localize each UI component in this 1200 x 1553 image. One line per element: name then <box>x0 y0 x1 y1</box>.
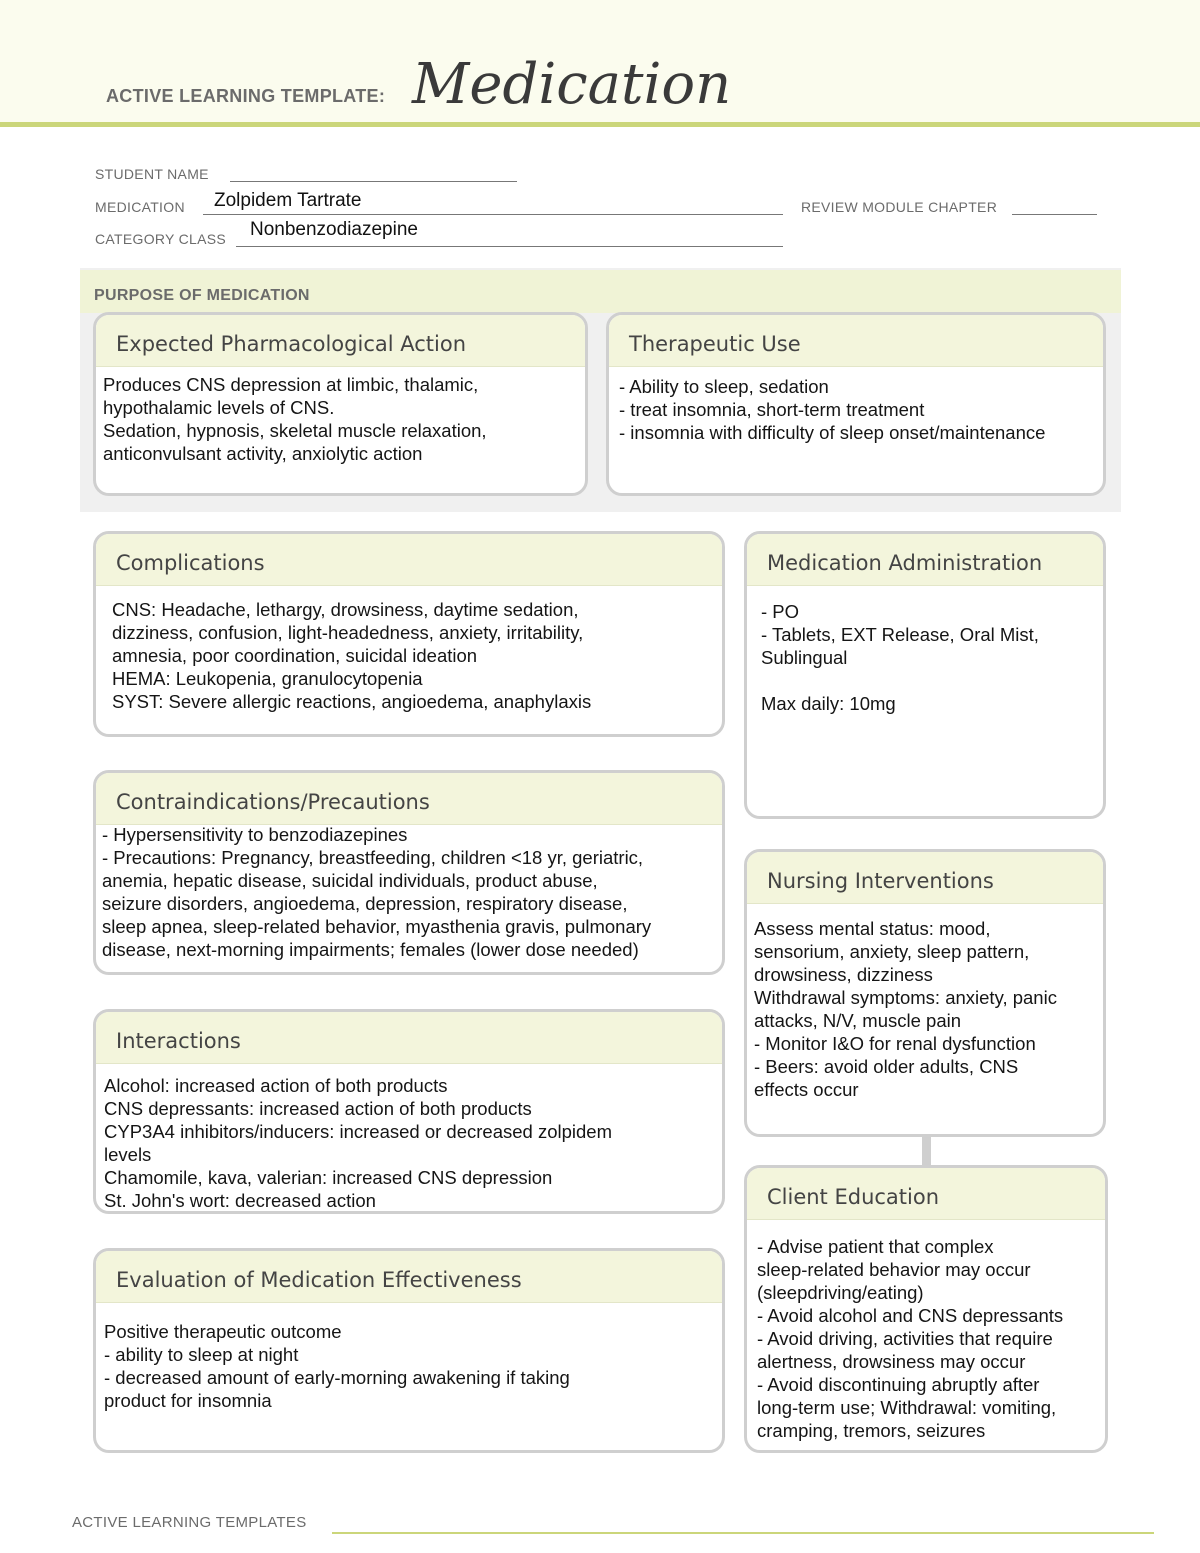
therapeutic-use-body[interactable]: - Ability to sleep, sedation - treat insomnia, short-term treatment - insomnia with difficulty of sleep onset/maintenance <box>619 376 1046 443</box>
review-module-label: REVIEW MODULE CHAPTER <box>801 199 998 215</box>
purpose-title-bar <box>80 270 1121 313</box>
client-education-card <box>744 1165 1108 1453</box>
medication-label: MEDICATION <box>95 199 185 215</box>
contraindications-body[interactable]: - Hypersensitivity to benzodiazepines - Precautions: Pregnancy, breastfeeding, children <18 yr, geriatric, anemia, hepatic disease, suicidal individuals, product abuse, seizure disorders, angioedema, depression, respiratory disease, sleep apnea, sleep-related behavior, myasthenia gravis, pulmonary disease, next-morning impairments; females (lower dose needed) <box>102 824 652 960</box>
evaluation-body[interactable]: Positive therapeutic outcome - ability to sleep at night - decreased amount of early-morning awakening if taking product for insomnia <box>104 1321 570 1411</box>
interactions-body[interactable]: Alcohol: increased action of both products CNS depressants: increased action of both products CYP3A4 inhibitors/inducers: increased or decreased zolpidem levels Chamomile, kava, valerian: increased CNS depression St. John's wort: decreased action <box>104 1075 612 1211</box>
contraindications-card <box>93 770 725 975</box>
student-name-label: STUDENT NAME <box>95 166 209 182</box>
interactions-card <box>93 1009 725 1214</box>
expected-action-title: Expected Pharmacological Action <box>96 315 585 367</box>
template-label: ACTIVE LEARNING TEMPLATE: <box>106 86 386 106</box>
expected-action-card <box>93 312 588 496</box>
evaluation-card <box>93 1248 725 1453</box>
medication-administration-title: Medication Administration <box>747 534 1103 586</box>
footer-rule <box>332 1532 1154 1534</box>
medication-administration-body[interactable]: - PO - Tablets, EXT Release, Oral Mist, Sublingual Max daily: 10mg <box>761 601 1039 714</box>
category-class-line <box>236 246 783 247</box>
evaluation-title: Evaluation of Medication Effectiveness <box>96 1251 722 1303</box>
client-education-body[interactable]: - Advise patient that complex sleep-related behavior may occur (sleepdriving/eating) - Avoid alcohol and CNS depressants - Avoid driving, activities that require alertness, drowsiness may occur - Avoid discontinuing abruptly after long-term use; Withdrawal: vomiting, cramping, tremors, seizures <box>757 1236 1064 1441</box>
therapeutic-use-title: Therapeutic Use <box>609 315 1103 367</box>
footer-label: ACTIVE LEARNING TEMPLATES <box>72 1514 307 1531</box>
purpose-title: PURPOSE OF MEDICATION <box>94 287 310 304</box>
review-module-line <box>1012 214 1097 215</box>
complications-title: Complications <box>96 534 722 586</box>
category-class-label: CATEGORY CLASS <box>95 231 227 247</box>
nursing-interventions-body[interactable]: Assess mental status: mood, sensorium, anxiety, sleep pattern, drowsiness, dizziness Withdrawal symptoms: anxiety, panic attacks, N/V, muscle pain - Monitor I&O for renal dysfunction - Beers: avoid older adults, CNS effects occur <box>754 918 1057 1100</box>
medication-field[interactable]: Zolpidem Tartrate <box>214 190 362 211</box>
medication-administration-card <box>744 531 1106 819</box>
student-name-line <box>230 181 517 182</box>
client-education-title: Client Education <box>747 1168 1105 1220</box>
therapeutic-use-card <box>606 312 1106 496</box>
complications-card <box>93 531 725 737</box>
card-connector <box>922 1134 931 1166</box>
category-class-field[interactable]: Nonbenzodiazepine <box>250 219 418 240</box>
nursing-interventions-card <box>744 849 1106 1137</box>
expected-action-body[interactable]: Produces CNS depression at limbic, thalamic, hypothalamic levels of CNS. Sedation, hypnosis, skeletal muscle relaxation, anticonvulsant activity, anxiolytic action <box>103 374 487 464</box>
contraindications-title: Contraindications/Precautions <box>96 773 722 825</box>
medication-line <box>203 214 783 215</box>
header-rule <box>0 122 1200 127</box>
page-title: Medication <box>412 52 732 117</box>
interactions-title: Interactions <box>96 1012 722 1064</box>
complications-body[interactable]: CNS: Headache, lethargy, drowsiness, daytime sedation, dizziness, confusion, light-headedness, anxiety, irritability, amnesia, poor coordination, suicidal ideation HEMA: Leukopenia, granulocytopenia SYST: Severe allergic reactions, angioedema, anaphylaxis <box>112 599 592 712</box>
nursing-interventions-title: Nursing Interventions <box>747 852 1103 904</box>
